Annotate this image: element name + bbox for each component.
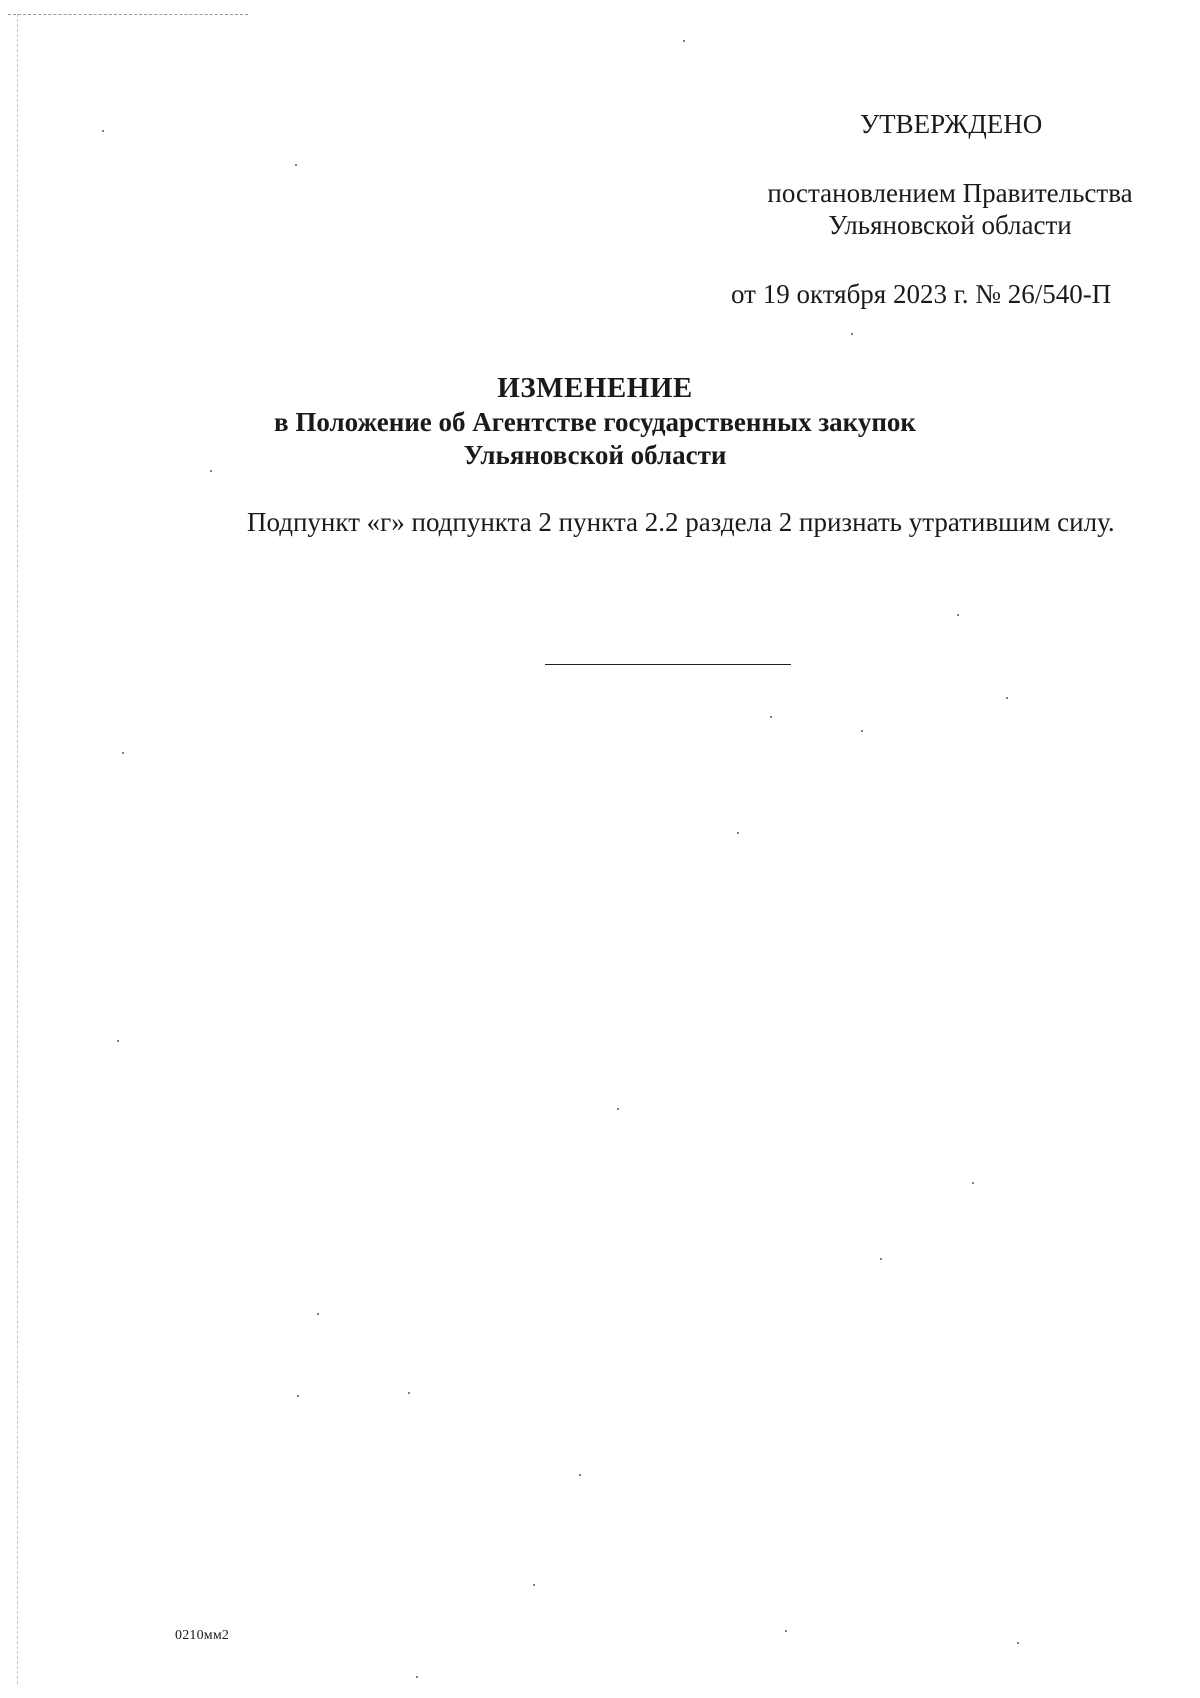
approval-date-number: от 19 октября 2023 г. № 26/540-П [731, 279, 1112, 309]
scan-speck [617, 1108, 619, 1110]
scan-speck [579, 1474, 581, 1476]
document-heading [150, 370, 1040, 472]
approval-title: УТВЕРЖДЕНО [860, 109, 1043, 139]
scan-speck [683, 40, 685, 42]
scan-edge-left [17, 14, 18, 1684]
scan-speck [295, 164, 297, 166]
scan-speck [416, 1676, 418, 1678]
scan-speck [972, 1182, 974, 1184]
heading-main: ИЗМЕНЕНИЕ [497, 372, 693, 404]
scan-speck [1006, 697, 1008, 699]
heading-line-1: в Положение об Агентстве государственных закупок [274, 407, 916, 437]
scan-speck [408, 1392, 410, 1394]
scan-speck [851, 333, 853, 335]
scan-speck [317, 1313, 319, 1315]
scan-speck [861, 730, 863, 732]
scan-speck [880, 1258, 882, 1260]
scan-speck [737, 832, 739, 834]
scan-speck [1017, 1642, 1019, 1644]
scan-speck [957, 614, 959, 616]
scan-speck [297, 1395, 299, 1397]
body-paragraph: Подпункт «г» подпункта 2 пункта 2.2 раздела 2 признать утратившим силу. [247, 507, 1115, 537]
scan-speck [117, 1040, 119, 1042]
scan-speck [122, 752, 124, 754]
scan-speck [770, 716, 772, 718]
scan-speck [210, 470, 212, 472]
heading-line-2: Ульяновской области [463, 440, 727, 470]
footer-code: 0210мм2 [175, 1628, 230, 1643]
scan-speck [533, 1584, 535, 1586]
approval-region: Ульяновской области [828, 210, 1072, 240]
scan-edge-top [8, 14, 248, 15]
scan-speck [102, 130, 104, 132]
scan-speck [785, 1630, 787, 1632]
closing-rule [545, 664, 791, 665]
approval-decree: постановлением Правительства [767, 178, 1133, 208]
